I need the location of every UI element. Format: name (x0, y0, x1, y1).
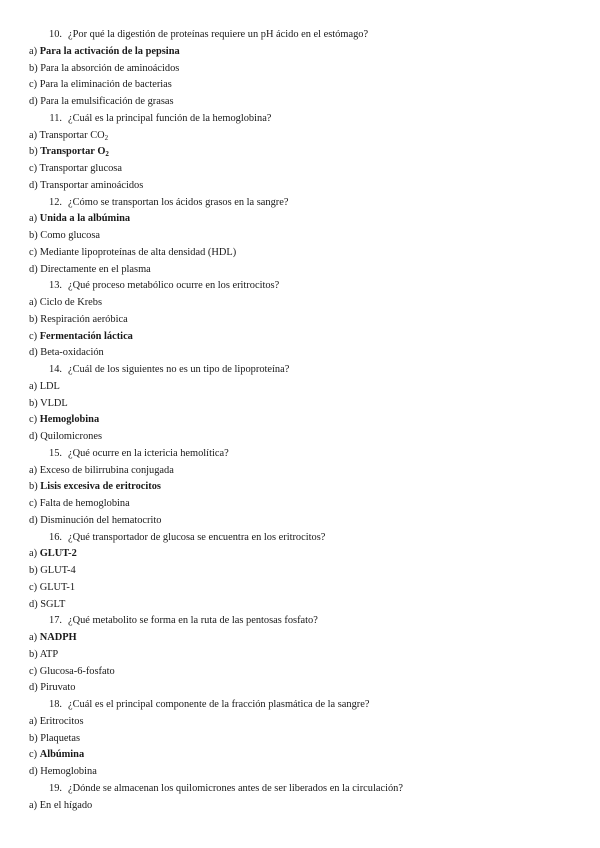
option-letter: d) (29, 514, 38, 526)
option-text-main: Falta de hemoglobina (39, 498, 130, 509)
option-text-main: Transportar glucosa (39, 163, 122, 174)
answer-option-correct (0, 747, 600, 764)
answer-option (0, 245, 600, 262)
question-line (0, 362, 600, 379)
option-letter: a) (29, 464, 38, 476)
answer-option (0, 379, 600, 396)
question-text: ¿Cuál es el principal componente de la fracción plasmática de la sangre? (68, 699, 370, 710)
option-text (40, 347, 103, 358)
answer-option-correct (0, 329, 600, 346)
option-letter: c) (29, 330, 38, 342)
option-letter: d) (29, 682, 38, 694)
option-text (40, 465, 174, 476)
option-text (40, 96, 173, 107)
option-letter: a) (29, 129, 38, 141)
option-text-main: Ciclo de Krebs (39, 297, 103, 308)
quiz-page (0, 27, 600, 814)
option-text-main: Unida a la albúmina (39, 213, 131, 225)
answer-option (0, 312, 600, 329)
option-letter: b) (29, 230, 38, 241)
option-letter: d) (29, 96, 38, 107)
option-text (40, 733, 80, 744)
option-letter: d) (29, 347, 38, 359)
answer-option (0, 178, 600, 195)
option-letter: d) (29, 598, 38, 610)
answer-option-correct (0, 630, 600, 647)
option-letter: a) (29, 213, 38, 225)
question-text: ¿Dónde se almacenan los quilomicrones antes de ser liberados en la circulación? (68, 782, 403, 794)
answer-option (0, 664, 600, 681)
option-text-main: Para la absorción de aminoácidos (40, 62, 180, 74)
option-text-main: Hemoglobina (39, 414, 100, 426)
option-text (40, 398, 68, 409)
option-text-main: Para la activación de la pepsina (39, 45, 180, 57)
option-text (40, 766, 97, 777)
option-text-main: Transportar aminoácidos (40, 179, 144, 191)
option-text-main: Hemoglobina (40, 766, 97, 777)
subscript: 2 (105, 150, 109, 159)
question-text: ¿Cuál de los siguientes no es un tipo de lipoproteína? (68, 364, 290, 375)
question-text: ¿Qué metabolito se forma en la ruta de las pentosas fosfato? (68, 615, 318, 627)
option-text (40, 431, 102, 442)
option-text (40, 213, 130, 224)
question-line (0, 530, 600, 547)
option-letter: d) (29, 766, 38, 777)
option-text (40, 515, 161, 526)
question-number: 19. (49, 782, 62, 794)
question-number: 11. (49, 112, 62, 124)
option-text-main: Como glucosa (40, 230, 101, 241)
answer-option (0, 61, 600, 78)
answer-option (0, 128, 600, 145)
question-line (0, 278, 600, 295)
option-letter: d) (29, 431, 38, 442)
answer-option (0, 513, 600, 530)
option-letter: c) (29, 581, 38, 593)
option-letter: b) (29, 481, 38, 493)
option-text (40, 414, 99, 425)
option-text-main: Eritrocitos (39, 715, 84, 727)
answer-option-correct (0, 144, 600, 161)
question-text: ¿Qué proceso metabólico ocurre en los eritrocitos? (68, 280, 280, 292)
answer-option (0, 429, 600, 446)
answer-option (0, 597, 600, 614)
option-letter: b) (29, 313, 38, 325)
option-letter: b) (29, 732, 38, 744)
option-text (40, 331, 133, 342)
answer-option (0, 647, 600, 664)
question-number: 14. (49, 364, 62, 375)
answer-option (0, 262, 600, 279)
subscript: 2 (104, 133, 109, 142)
answer-option (0, 731, 600, 748)
answer-option (0, 228, 600, 245)
option-letter: d) (29, 263, 38, 275)
answer-option (0, 764, 600, 781)
option-letter: b) (29, 565, 38, 576)
option-letter: b) (29, 397, 38, 409)
answer-option (0, 463, 600, 480)
option-text (40, 481, 161, 492)
question-line (0, 27, 600, 44)
option-text-main: GLUT-4 (40, 565, 76, 576)
option-letter: c) (29, 246, 38, 258)
answer-option (0, 714, 600, 731)
option-text (40, 548, 77, 559)
option-text (40, 716, 84, 727)
option-text-main: Quilomicrones (40, 431, 103, 442)
question-number: 18. (49, 699, 62, 710)
option-text (40, 649, 58, 660)
question-text: ¿Cuál es la principal función de la hemoglobina? (68, 112, 272, 124)
question-number: 10. (49, 29, 62, 40)
answer-option (0, 77, 600, 94)
question-line (0, 111, 600, 128)
option-text (40, 79, 172, 90)
option-text-main: Albúmina (39, 749, 85, 761)
answer-option (0, 345, 600, 362)
option-text (40, 46, 180, 57)
option-text (40, 180, 143, 191)
option-letter: a) (29, 632, 38, 643)
option-letter: c) (29, 79, 38, 91)
answer-option (0, 496, 600, 513)
option-text (40, 314, 127, 325)
question-line (0, 446, 600, 463)
answer-option (0, 396, 600, 413)
option-text-main: Mediante lipoproteínas de alta densidad (HDL) (39, 246, 237, 258)
option-text (40, 247, 237, 258)
option-letter: b) (29, 62, 38, 74)
question-number: 16. (49, 531, 62, 543)
answer-option (0, 580, 600, 597)
option-text-main: Exceso de bilirrubina conjugada (39, 464, 174, 476)
question-text: ¿Por qué la digestión de proteínas requiere un pH ácido en el estómago? (68, 29, 369, 40)
option-letter: b) (29, 146, 38, 158)
question-text: ¿Cómo se transportan los ácidos grasos en la sangre? (68, 196, 289, 208)
question-number: 15. (49, 447, 62, 459)
option-text (40, 498, 130, 509)
option-text (40, 297, 102, 308)
option-letter: a) (29, 297, 38, 308)
option-text (40, 666, 115, 677)
answer-option (0, 798, 600, 815)
answer-option (0, 161, 600, 178)
option-text-main: En el hígado (39, 799, 93, 811)
option-text-main: LDL (39, 380, 60, 392)
question-line (0, 195, 600, 212)
option-text-main: Para la emulsificación de grasas (40, 96, 174, 107)
option-letter: c) (29, 665, 38, 677)
question-text: ¿Qué ocurre en la ictericia hemolítica? (68, 447, 229, 459)
option-text-main: Transportar O (40, 146, 106, 158)
option-letter: c) (29, 163, 38, 174)
option-letter: c) (29, 749, 38, 761)
answer-option (0, 94, 600, 111)
answer-option-correct (0, 211, 600, 228)
option-text-main: Plaquetas (40, 732, 81, 744)
option-text (40, 130, 109, 141)
option-text-main: Lisis excesiva de eritrocitos (40, 481, 161, 493)
option-text (40, 264, 151, 275)
option-text (40, 582, 75, 593)
answer-option (0, 563, 600, 580)
question-line (0, 781, 600, 798)
option-text (40, 682, 75, 693)
option-text-main: GLUT-1 (39, 581, 76, 593)
answer-option (0, 680, 600, 697)
answer-option-correct (0, 479, 600, 496)
option-text (40, 749, 84, 760)
option-text (40, 230, 100, 241)
option-text-main: Disminución del hematocrito (40, 514, 162, 526)
option-text (40, 632, 77, 643)
option-letter: d) (29, 179, 38, 191)
option-letter: a) (29, 715, 38, 727)
option-text (40, 565, 75, 576)
answer-option-correct (0, 44, 600, 61)
option-text (40, 163, 122, 174)
option-text (40, 146, 109, 157)
option-text-main: Respiración aeróbica (40, 313, 128, 325)
option-text-main: GLUT-2 (39, 548, 77, 560)
option-text-main: Glucosa-6-fosfato (39, 665, 115, 677)
option-text-main: ATP (39, 648, 59, 660)
answer-option (0, 295, 600, 312)
question-number: 12. (49, 196, 62, 208)
question-line (0, 613, 600, 630)
answer-option-correct (0, 412, 600, 429)
option-text-main: NADPH (39, 632, 77, 643)
option-text-main: Piruvato (40, 682, 76, 694)
option-letter: a) (29, 45, 38, 57)
option-text (40, 599, 65, 610)
answer-option-correct (0, 546, 600, 563)
option-letter: a) (29, 548, 38, 560)
option-text (40, 63, 179, 74)
option-text-main: SGLT (40, 598, 66, 610)
option-letter: c) (29, 498, 38, 509)
option-text (40, 381, 60, 392)
option-text-main: Fermentación láctica (39, 330, 133, 342)
option-text (40, 800, 93, 811)
option-letter: a) (29, 380, 38, 392)
option-letter: c) (29, 414, 38, 426)
option-text-main: Directamente en el plasma (40, 263, 151, 275)
question-number: 13. (49, 280, 62, 292)
option-letter: a) (29, 799, 38, 811)
question-number: 17. (49, 615, 62, 627)
question-line (0, 697, 600, 714)
option-letter: b) (29, 648, 38, 660)
option-text-main: Beta-oxidación (40, 347, 104, 359)
question-text: ¿Qué transportador de glucosa se encuentra en los eritrocitos? (68, 531, 326, 543)
option-text-main: Para la eliminación de bacterias (39, 79, 172, 91)
option-text-main: VLDL (40, 397, 68, 409)
option-text-main: Transportar CO (39, 129, 105, 141)
